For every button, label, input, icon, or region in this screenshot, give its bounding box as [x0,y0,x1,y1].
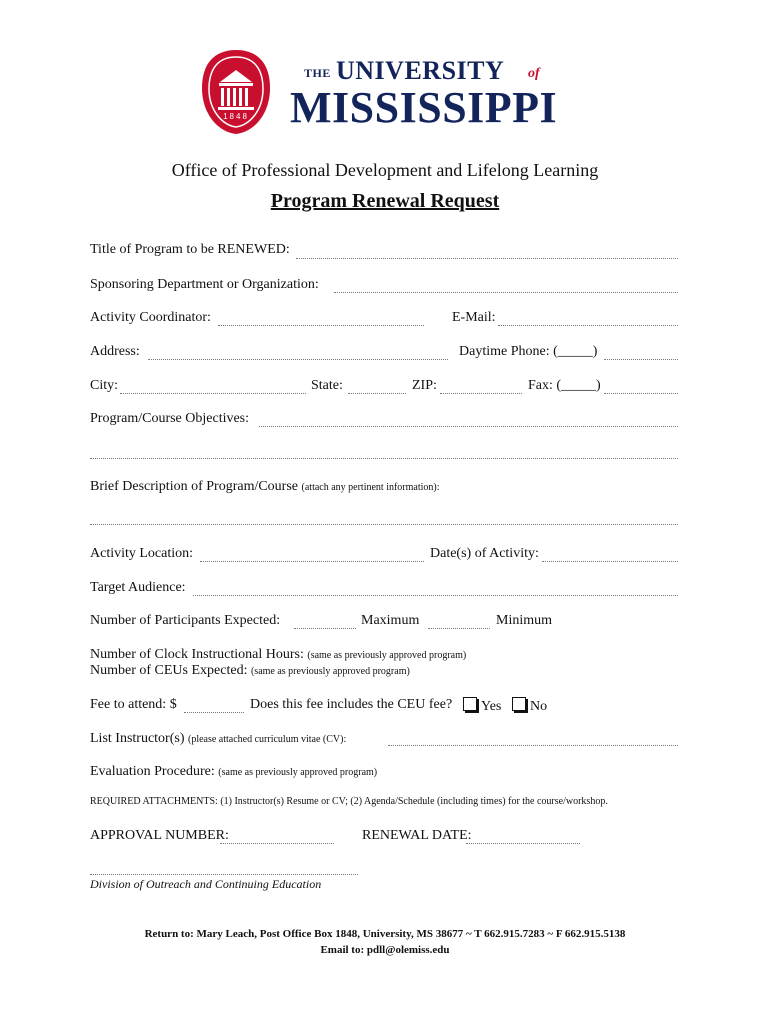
activity-location-label: Activity Location: [90,546,194,561]
evaluation-note: (same as previously approved program) [218,767,378,778]
city-field[interactable] [120,393,306,394]
email-label: E-Mail: [452,310,496,325]
wordmark-mississippi: MISSISSIPPI [290,83,558,132]
approval-number-field[interactable] [220,843,334,844]
no-label: No [530,699,548,714]
evaluation-text: Evaluation Procedure: [90,764,215,779]
seal-year: 1848 [223,112,249,121]
fee-question: Does this fee includes the CEU fee? [250,697,453,712]
division-signature-line[interactable] [90,874,358,875]
office-name: Office of Professional Development and Lifelong Learning [171,160,599,180]
instructors-text: List Instructor(s) [90,731,185,746]
minimum-label: Minimum [496,613,553,628]
clock-hours-note: (same as previously approved program) [307,650,467,661]
page-title [0,190,770,213]
clock-hours-text: Number of Clock Instructional Hours: [90,647,304,662]
daytime-phone-field[interactable] [604,359,678,360]
target-audience-field[interactable] [193,595,678,596]
renewal-date-field[interactable] [466,843,580,844]
participants-minimum-field[interactable] [428,628,490,629]
address-label: Address: [90,344,140,359]
coordinator-label: Activity Coordinator: [90,310,211,325]
clock-hours-label [90,647,466,663]
participants-maximum-field[interactable] [294,628,356,629]
footer-return-to: Return to: Mary Leach, Post Office Box 1848, University, MS 38677 ~ T 662.915.7283 ~ F 662.915.5138 [144,928,626,940]
instructors-note: (please attached curriculum vitae (CV): [187,734,347,745]
required-attachments: REQUIRED ATTACHMENTS: (1) Instructor(s) Resume or CV; (2) Agenda/Schedule (including times) for the course/workshop. [90,796,608,807]
fax-label: Fax: (_____) [528,378,601,393]
evaluation-label [90,764,377,780]
sponsoring-field[interactable] [334,292,678,293]
ceus-note: (same as previously approved program) [250,666,410,677]
email-field[interactable] [498,325,678,326]
activity-location-field[interactable] [200,561,424,562]
title-program-field[interactable] [296,258,678,259]
zip-field[interactable] [440,393,522,394]
instructors-field[interactable] [388,745,678,746]
fax-field[interactable] [604,393,678,394]
ceus-text: Number of CEUs Expected: [90,663,248,678]
sponsoring-label: Sponsoring Department or Organization: [90,277,319,292]
no-checkbox[interactable] [512,697,526,711]
coordinator-field[interactable] [218,325,424,326]
brief-description-note: (attach any pertinent information): [301,482,440,493]
state-label: State: [311,378,343,393]
target-audience-label: Target Audience: [90,580,186,595]
footer-email: Email to: pdll@olemiss.edu [320,944,450,956]
no-option[interactable] [512,697,547,715]
instructors-label [90,731,346,747]
renewal-date-label: RENEWAL DATE: [362,828,472,843]
page-title-text: Program Renewal Request [270,190,500,212]
approval-number-label: APPROVAL NUMBER: [90,828,229,843]
title-program-label: Title of Program to be RENEWED: [90,242,290,257]
dates-label: Date(s) of Activity: [430,546,539,561]
zip-label: ZIP: [412,378,437,393]
objectives-field[interactable] [259,426,678,427]
fee-label: Fee to attend: $ [90,697,177,712]
city-label: City: [90,378,119,393]
daytime-phone-label: Daytime Phone: (_____) [459,344,598,359]
address-field[interactable] [148,359,448,360]
wordmark-of: of [528,66,540,81]
participants-label: Number of Participants Expected: [90,613,281,628]
fee-field[interactable] [184,712,244,713]
dates-field[interactable] [542,561,678,562]
maximum-label: Maximum [361,613,420,628]
brief-description-field[interactable] [90,524,678,525]
division-label: Division of Outreach and Continuing Education [90,877,322,891]
objectives-field-line-2[interactable] [90,458,678,459]
brief-description-label [90,479,440,495]
ceus-label [90,663,410,679]
state-field[interactable] [348,393,406,394]
yes-option[interactable] [463,697,501,715]
university-seal-logo [200,48,272,136]
yes-label: Yes [481,699,502,714]
yes-checkbox[interactable] [463,697,477,711]
wordmark-the: THE [304,66,331,80]
brief-description-text: Brief Description of Program/Course [90,479,299,494]
objectives-label: Program/Course Objectives: [90,411,250,426]
wordmark-university: UNIVERSITY [336,56,505,85]
